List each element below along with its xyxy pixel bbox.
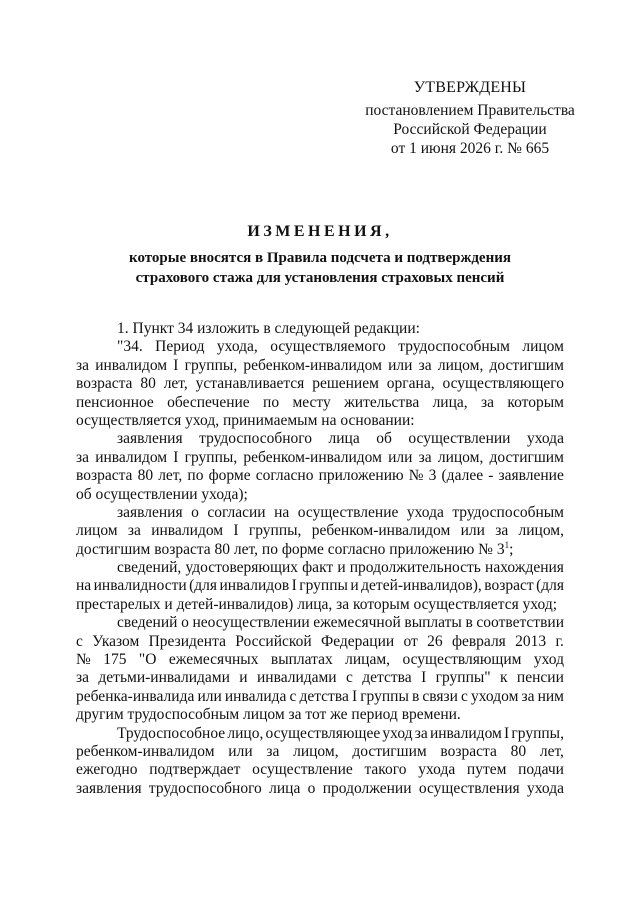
word: ежемесячной: [313, 614, 401, 632]
word: ребенка-инвалида: [76, 687, 195, 705]
word: с: [461, 687, 468, 705]
word: к: [500, 669, 508, 687]
word: I: [291, 577, 297, 595]
word: инвалидом: [95, 448, 168, 466]
word: связи: [422, 687, 458, 705]
word: I: [173, 356, 179, 374]
word: уход: [382, 724, 413, 742]
word: за: [76, 356, 90, 374]
word: ребенком-инвалидом: [311, 522, 451, 540]
word: группы,: [511, 724, 564, 742]
body-text-line: [76, 761, 564, 779]
word: возраста: [440, 742, 497, 760]
word: трудоспособного: [199, 430, 313, 448]
body-text-line: [76, 430, 564, 448]
word: "О: [138, 651, 157, 669]
word: возраст: [484, 577, 534, 595]
word: нахождения: [485, 559, 564, 577]
word: (для: [189, 577, 218, 595]
word: обеспечение: [167, 393, 250, 411]
word: за: [418, 448, 432, 466]
word: Федерации: [320, 632, 395, 650]
word: 3: [428, 467, 437, 485]
word: февраля: [451, 632, 506, 650]
word: пенсионное: [76, 393, 154, 411]
body-text-line: [76, 706, 564, 724]
word: I: [504, 724, 510, 742]
body-text-line: [76, 596, 564, 614]
line-tail: ;: [509, 540, 514, 558]
word: за: [418, 356, 432, 374]
word: группы,: [248, 522, 302, 540]
body-text-line: [76, 449, 564, 467]
word: I: [173, 448, 179, 466]
word: лет,: [158, 467, 183, 485]
word: достигшим: [489, 356, 564, 374]
body-text-line: [76, 743, 564, 761]
word: лица: [328, 430, 360, 448]
word: ребенком-инвалидом: [76, 742, 215, 760]
word: продолжении: [322, 779, 412, 797]
word: I: [421, 669, 427, 687]
word: лицом,: [437, 448, 484, 466]
word: инвалидами: [256, 669, 337, 687]
word: лет,: [539, 742, 564, 760]
word: лица,: [432, 393, 468, 411]
word: осуществления: [418, 779, 520, 797]
word: с: [346, 669, 353, 687]
word: трудоспособным: [452, 503, 564, 521]
approval-heading: УТВЕРЖДЕНЫ: [413, 79, 527, 96]
word: об: [376, 430, 392, 448]
word: 80: [137, 467, 154, 485]
word: в: [465, 614, 473, 632]
word: осуществляющим: [402, 651, 522, 669]
word: заявление: [498, 467, 564, 485]
word: заявления: [76, 779, 142, 797]
word: по: [187, 467, 204, 485]
word: "34.: [117, 338, 143, 356]
word: такого: [364, 761, 407, 779]
body-text-line: [76, 412, 564, 430]
word: Указом: [92, 632, 140, 650]
word: сведений,: [117, 559, 182, 577]
word: трудоспособного: [148, 779, 262, 797]
word: о: [307, 779, 316, 797]
body-text-line: [76, 633, 564, 651]
body-text-line: [76, 338, 564, 356]
word: инвалидом: [95, 356, 168, 374]
word: лицом,: [518, 522, 564, 540]
word: Российской: [235, 632, 312, 650]
word: устанавливается: [195, 375, 305, 393]
body-text-line: [76, 522, 564, 540]
word: ежегодно: [76, 761, 138, 779]
word: и: [239, 669, 248, 687]
word: (далее: [441, 467, 484, 485]
word: за: [76, 669, 90, 687]
word: пенсии: [516, 669, 564, 687]
word: уход: [533, 651, 564, 669]
word: 2013: [515, 632, 547, 650]
word: или: [388, 448, 413, 466]
word: и: [350, 577, 359, 595]
word: выплатах: [270, 651, 333, 669]
word: группы,: [184, 356, 238, 374]
line-text: другим трудоспособным лицом за тот же период времени.: [76, 706, 461, 724]
word: жительства: [344, 393, 420, 411]
document-body: [76, 320, 564, 798]
word: г.: [555, 632, 564, 650]
word: лицом: [522, 338, 564, 356]
word: ребенком-инвалидом: [243, 448, 382, 466]
word: которым: [507, 393, 564, 411]
word: путем: [466, 761, 507, 779]
word: на: [76, 577, 92, 595]
word: осуществление: [252, 761, 353, 779]
word: за: [521, 687, 535, 705]
document-title: ИЗМЕНЕНИЯ,: [247, 223, 393, 240]
word: группы: [299, 577, 348, 595]
word: в: [411, 687, 420, 705]
word: ним: [537, 687, 564, 705]
word: о: [191, 503, 199, 521]
word: на: [274, 503, 290, 521]
word: достигшим: [489, 448, 564, 466]
word: органа,: [386, 375, 435, 393]
word: решением: [312, 375, 379, 393]
word: заявления: [117, 430, 183, 448]
word: осуществление: [297, 503, 399, 521]
word: соответствии: [476, 614, 564, 632]
body-text-line: [76, 394, 564, 412]
word: лицом,: [293, 742, 339, 760]
word: детства: [362, 669, 412, 687]
word: инвалидом: [151, 522, 224, 540]
word: детьми-инвалидами: [98, 669, 230, 687]
word: №: [408, 467, 424, 485]
word: осуществляющего: [442, 375, 564, 393]
approval-line: Российской Федерации: [393, 121, 547, 138]
word: лицом,: [437, 356, 484, 374]
word: лет,: [163, 375, 188, 393]
word: или: [388, 356, 413, 374]
body-text-line: [76, 780, 564, 798]
word: возраста: [76, 375, 133, 393]
body-text-line: [76, 577, 564, 595]
word: достигшим: [352, 742, 427, 760]
word: детства: [299, 687, 349, 705]
word: 80: [510, 742, 527, 760]
approval-block: [340, 78, 600, 158]
body-text-line: [76, 651, 564, 669]
word: о: [181, 614, 189, 632]
word: или: [460, 522, 485, 540]
word: группы: [360, 687, 409, 705]
word: ухода: [418, 761, 456, 779]
body-text-line: [76, 467, 564, 485]
word: инвалида: [224, 687, 287, 705]
word: детей-инвалидов),: [361, 577, 482, 595]
word: или: [197, 687, 222, 705]
word: ухода: [526, 430, 564, 448]
word: осуществляющее: [265, 724, 381, 742]
word: неосуществлении: [192, 614, 310, 632]
word: инвалидности: [93, 577, 187, 595]
word: приложению: [318, 467, 404, 485]
word: с: [289, 687, 297, 705]
approval-date-line: от 1 июня 2026 г. № 665: [390, 140, 550, 157]
word: лицом: [76, 522, 118, 540]
word: за: [481, 393, 495, 411]
word: осуществляемого: [270, 338, 386, 356]
word: с: [76, 632, 83, 650]
word: Президента: [148, 632, 226, 650]
word: за: [414, 724, 428, 742]
word: 80: [140, 375, 156, 393]
line-text: престарелых и детей-инвалидов) лица, за которым осуществляется уход;: [76, 595, 558, 613]
word: трудоспособным: [398, 338, 510, 356]
word: лицо,: [227, 724, 264, 742]
word: сведений: [117, 614, 178, 632]
body-text-line: [76, 725, 564, 743]
body-text-line: [76, 559, 564, 577]
word: заявления: [117, 503, 183, 521]
body-text-line: [76, 688, 564, 706]
body-text-line: [76, 669, 564, 687]
word: факт: [302, 559, 334, 577]
word: уходом: [471, 687, 519, 705]
body-text-line: [76, 504, 564, 522]
word: за: [495, 522, 509, 540]
word: ухода: [406, 503, 444, 521]
word: лица: [269, 779, 301, 797]
word: 26: [427, 632, 443, 650]
word: подачи: [518, 761, 564, 779]
word: осуществлении: [408, 430, 511, 448]
word: Трудоспособное: [117, 724, 226, 742]
line-text: достигшим возраста 80 лет, по форме согласно приложению № 3: [76, 540, 505, 558]
word: ежемесячных: [168, 651, 259, 669]
line-text: 1. Пункт 34 изложить в следующей редакции:: [117, 320, 420, 337]
word: Период: [155, 338, 205, 356]
word: или: [228, 742, 253, 760]
word: и: [337, 559, 346, 577]
word: от: [403, 632, 418, 650]
approval-line: постановлением Правительства: [365, 102, 575, 119]
word: ребенком-инвалидом: [243, 356, 382, 374]
word: за: [266, 742, 280, 760]
line-text: осуществляется уход, принимаемым на основании:: [76, 411, 415, 429]
word: I: [351, 687, 358, 705]
body-text-line: [76, 486, 564, 504]
word: 175: [103, 651, 127, 669]
word: согласно: [255, 467, 314, 485]
subtitle-line: страхового стажа для установления страховых пенсий: [135, 270, 505, 286]
word: -: [488, 467, 494, 485]
word: за: [127, 522, 141, 540]
word: инвалидом: [429, 724, 502, 742]
word: согласии: [207, 503, 266, 521]
word: выплаты: [404, 614, 462, 632]
word: инвалидов: [219, 577, 290, 595]
body-text-line: [76, 320, 564, 338]
word: ухода,: [216, 338, 258, 356]
word: I: [233, 522, 239, 540]
word: возраста: [76, 467, 133, 485]
footnote-superscript: 1: [504, 539, 510, 550]
word: ухода: [527, 779, 564, 797]
subtitle-line: которые вносятся в Правила подсчета и подтверждения: [129, 250, 511, 266]
word: по: [263, 393, 280, 411]
word: за: [76, 448, 90, 466]
word: группы,: [184, 448, 238, 466]
word: №: [76, 651, 91, 669]
word: продолжительность: [349, 559, 481, 577]
body-text-line: [76, 614, 564, 632]
word: лицам,: [345, 651, 391, 669]
line-text: об осуществлении ухода);: [76, 485, 248, 503]
document-subtitle: [80, 248, 560, 288]
body-text-line: [76, 375, 564, 393]
body-text-line: [76, 357, 564, 375]
word: форме: [208, 467, 251, 485]
body-text-line: [76, 541, 564, 559]
word: удостоверяющих: [185, 559, 298, 577]
word: (для: [536, 577, 564, 595]
word: месту: [292, 393, 331, 411]
word: группы": [435, 669, 491, 687]
word: подтверждает: [149, 761, 241, 779]
